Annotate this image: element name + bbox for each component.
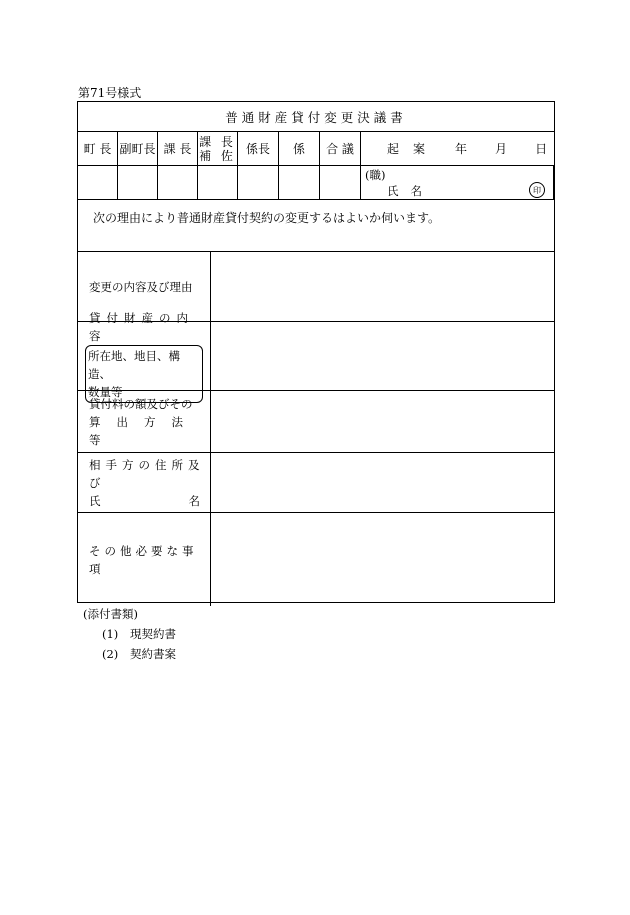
label-property: [78, 311, 211, 399]
header-kachou: 課 長: [158, 132, 198, 165]
drafter-signature-cell[interactable]: [361, 166, 554, 199]
kian-nen: 年: [455, 142, 468, 156]
value-party[interactable]: [211, 453, 554, 512]
approval-header-row: [78, 132, 554, 166]
form-number: 第71号様式: [78, 86, 142, 100]
row-fee: [78, 391, 554, 453]
kian-an: 案: [413, 142, 426, 156]
label-property-line1: 貸付財産の内容: [89, 311, 194, 343]
stamp-box[interactable]: [158, 166, 198, 199]
stamp-box[interactable]: [320, 166, 361, 199]
label-change-reason-text: 変更の内容及び理由: [89, 279, 193, 294]
attachment-number: (2): [102, 647, 119, 661]
attachment-text: 契約書案: [130, 647, 176, 661]
attachment-number: (1): [102, 627, 119, 641]
header-kachouhosa-line2: 補 佐: [199, 148, 236, 163]
value-property[interactable]: [211, 322, 554, 390]
stamp-box[interactable]: [118, 166, 158, 199]
attachments-heading: (添付書類): [83, 607, 138, 621]
attachment-item: [83, 644, 176, 664]
header-kachouhosa: [198, 132, 238, 165]
stamp-box[interactable]: [279, 166, 320, 199]
header-fukuchou: 副町長: [118, 132, 158, 165]
label-party: [78, 453, 211, 512]
value-fee[interactable]: [211, 391, 554, 452]
shoku-label: (職): [365, 168, 386, 182]
label-party-shi: 氏: [89, 493, 101, 508]
reason-statement: 次の理由により普通財産貸付契約の変更するはよいか伺います。: [78, 200, 554, 252]
header-kakari: 係: [279, 132, 320, 165]
header-kachouhosa-line1: 課 長: [199, 134, 236, 149]
label-property-line2: 所在地、地目、構造、: [88, 349, 180, 381]
kian-ki: 起: [387, 142, 400, 156]
label-fee-line1: 貸付料の額及びその: [89, 396, 193, 411]
label-fee-line2: 算出方法等: [89, 414, 199, 447]
header-gougi: 合 議: [320, 132, 361, 165]
form-title: 普通財産貸付変更決議書: [78, 102, 554, 132]
attachments: [83, 604, 176, 664]
label-fee: [78, 391, 211, 452]
stamp-box[interactable]: [78, 166, 118, 199]
resolution-form: [77, 101, 555, 603]
header-chou: 町 長: [78, 132, 118, 165]
label-other-text: その他必要な事項: [89, 543, 198, 576]
row-other: [78, 513, 554, 606]
stamp-box[interactable]: [198, 166, 238, 199]
label-party-line2: [89, 492, 210, 510]
value-change-reason[interactable]: [211, 252, 554, 321]
seal-mark: 印: [529, 182, 545, 198]
kian-date: [361, 132, 554, 165]
label-party-line1: 相手方の住所及び: [89, 457, 205, 490]
row-property: [78, 311, 554, 399]
label-party-mei: 名: [188, 493, 200, 508]
approval-stamp-row: [78, 166, 554, 200]
kian-hi: 日: [535, 142, 548, 156]
stamp-box[interactable]: [238, 166, 279, 199]
attachment-text: 現契約書: [130, 627, 176, 641]
kian-tsuki: 月: [495, 142, 508, 156]
header-kakarichou: 係長: [238, 132, 279, 165]
shimei-label: 氏名: [387, 184, 434, 198]
row-party: [78, 453, 554, 513]
label-property-line3: 数量等: [88, 385, 123, 399]
value-other[interactable]: [211, 513, 554, 606]
attachment-item: [83, 624, 176, 644]
label-other: [78, 513, 211, 606]
